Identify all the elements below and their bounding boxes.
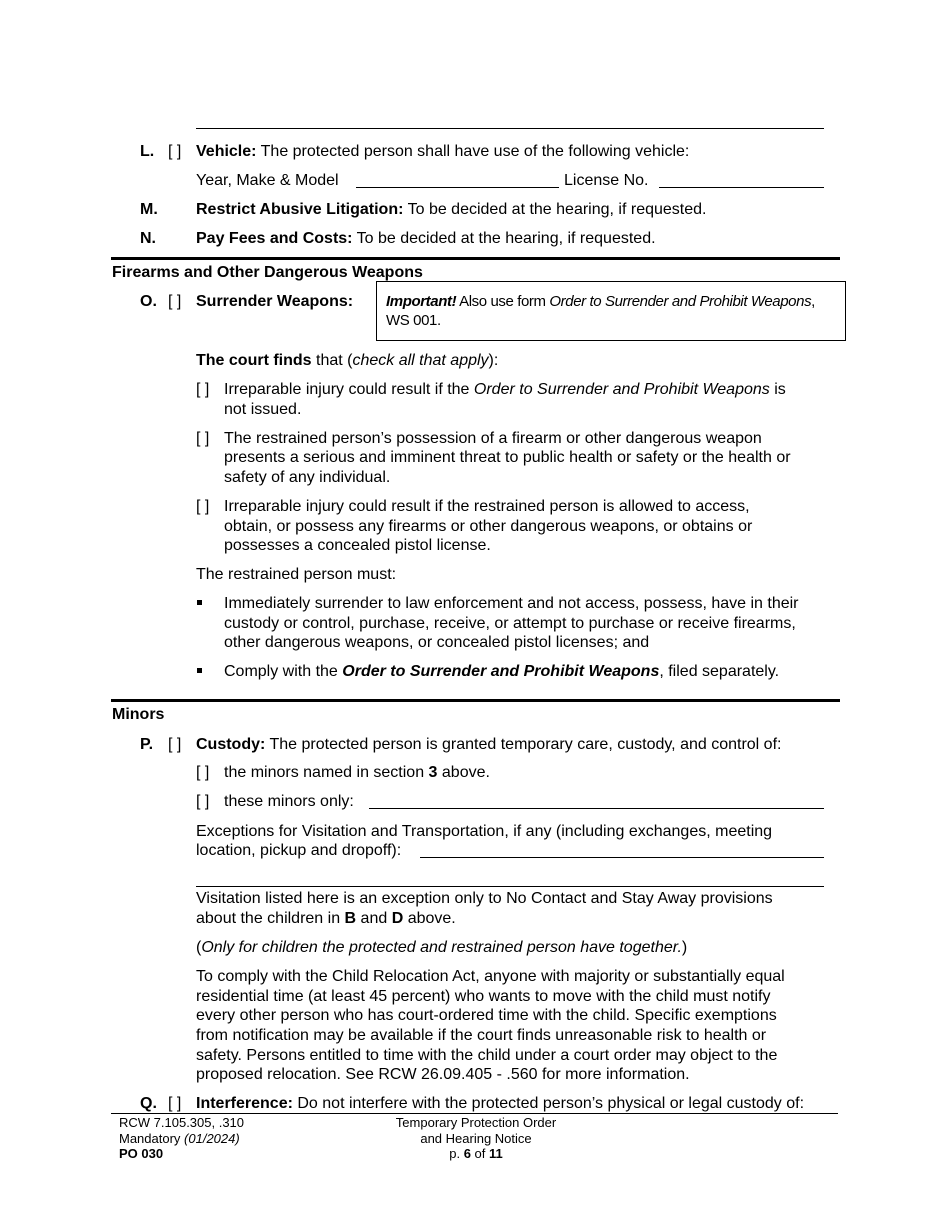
footer-rcw: RCW 7.105.305, .310	[119, 1115, 245, 1130]
finding-2-line1: The restrained person’s possession of a firearm or other dangerous weapon	[224, 430, 762, 447]
custody-opt2-checkbox[interactable]: [ ]	[196, 793, 210, 810]
visitation-pre: about the children in	[196, 910, 345, 927]
important-text: Also use form	[456, 293, 550, 310]
license-field[interactable]	[659, 187, 824, 188]
section-divider-firearms	[111, 257, 840, 260]
only-close: )	[681, 939, 688, 956]
item-o-title: Surrender Weapons:	[196, 293, 354, 310]
exceptions-field[interactable]	[420, 857, 824, 858]
court-finds	[196, 351, 498, 371]
item-q-checkbox[interactable]: [ ]	[168, 1095, 182, 1112]
bullet-2-form-name: Order to Surrender and Prohibit Weapons	[342, 663, 660, 680]
finding-1-line1	[224, 380, 786, 400]
custody-opt1-section: 3	[428, 764, 438, 781]
relocation-line4: from notification may be available if the court finds unreasonable risk to health or	[196, 1027, 767, 1044]
bullet-2-pre: Comply with the	[224, 663, 343, 680]
license-label: License No.	[564, 172, 649, 189]
item-p-checkbox[interactable]: [ ]	[168, 736, 182, 753]
item-l-letter: L.	[140, 143, 155, 160]
exceptions-line2: location, pickup and dropoff):	[196, 842, 402, 859]
court-finds-italic: check all that apply	[352, 352, 489, 369]
finding-1-line2: not issued.	[224, 401, 302, 418]
footer-page	[366, 1146, 586, 1162]
section-heading-firearms: Firearms and Other Dangerous Weapons	[112, 264, 423, 281]
visitation-line2	[196, 909, 456, 929]
court-finds-bold: The court finds	[196, 352, 312, 369]
custody-opt1-post: above.	[437, 764, 490, 781]
relocation-line5: safety. Persons entitled to time with the child under a court order may object to the	[196, 1047, 778, 1064]
important-notice-text	[386, 292, 834, 330]
bullet-1-marker	[197, 600, 202, 605]
item-m-title: Restrict Abusive Litigation:	[196, 201, 404, 218]
bullet-1-line1: Immediately surrender to law enforcement and not access, possess, have in their	[224, 595, 799, 612]
footer-divider	[111, 1113, 838, 1114]
footer-center	[366, 1115, 586, 1162]
bullet-2-marker	[197, 668, 202, 673]
important-form-name: Order to Surrender and Prohibit Weapons	[549, 293, 812, 310]
important-form-no: , WS 001.	[386, 293, 815, 329]
court-finds-end: ):	[488, 352, 499, 369]
only-children-note	[196, 938, 687, 958]
custody-opt1-pre: the minors named in section	[224, 764, 429, 781]
only-open: (	[196, 939, 202, 956]
item-m-body: To be decided at the hearing, if requested.	[403, 201, 707, 218]
finding-2-line3: safety of any individual.	[224, 469, 391, 486]
footer-left	[119, 1115, 244, 1162]
relocation-line1: To comply with the Child Relocation Act, anyone with majority or substantially equal	[196, 968, 785, 985]
bullet-1-line3: other dangerous weapons, or concealed pistol licenses; and	[224, 634, 650, 651]
item-q-title: Interference:	[196, 1095, 293, 1112]
blank-line-top	[196, 128, 824, 129]
section-divider-minors	[111, 699, 840, 702]
restrained-must-label: The restrained person must:	[196, 566, 397, 583]
footer-page-pre: p.	[449, 1146, 464, 1161]
ymm-field[interactable]	[356, 187, 559, 188]
visitation-line1: Visitation listed here is an exception only to No Contact and Stay Away provisions	[196, 890, 773, 907]
item-m-text	[196, 200, 706, 220]
exceptions-field-line2[interactable]	[196, 886, 824, 887]
custody-opt2-text: these minors only:	[224, 793, 354, 810]
court-finds-rest: that (	[311, 352, 353, 369]
item-o-letter: O.	[140, 293, 157, 310]
finding-1-checkbox[interactable]: [ ]	[196, 381, 210, 398]
only-italic: Only for children the protected and restrained person have together.	[201, 939, 682, 956]
visitation-post: above.	[403, 910, 456, 927]
ymm-label: Year, Make & Model	[196, 172, 339, 189]
footer-title1: Temporary Protection Order	[395, 1115, 557, 1130]
item-l-title: Vehicle:	[196, 143, 257, 160]
item-q-text	[196, 1094, 804, 1114]
item-l-text	[196, 142, 689, 162]
footer-form-no: PO 030	[119, 1146, 164, 1161]
item-n-text	[196, 229, 656, 249]
item-p-body: The protected person is granted temporary care, custody, and control of:	[265, 736, 782, 753]
finding-2-line2: presents a serious and imminent threat to public health or safety or the health or	[224, 449, 791, 466]
finding-3-checkbox[interactable]: [ ]	[196, 498, 210, 515]
relocation-line6: proposed relocation. See RCW 26.09.405 - .560 for more information.	[196, 1066, 690, 1083]
item-l-checkbox[interactable]: [ ]	[168, 143, 182, 160]
finding-2-checkbox[interactable]: [ ]	[196, 430, 210, 447]
footer-mandatory-date: (01/2024)	[184, 1130, 240, 1146]
finding-1-italic: Order to Surrender and Prohibit Weapons	[473, 381, 770, 398]
bullet-2-post: , filed separately.	[659, 663, 780, 680]
item-q-body: Do not interfere with the protected person’s physical or legal custody of:	[292, 1095, 805, 1112]
footer-mandatory	[119, 1131, 244, 1147]
footer-title2: and Hearing Notice	[420, 1130, 532, 1146]
relocation-line3: every other person who has court-ordered time with the child. Specific exemptions	[196, 1007, 777, 1024]
item-p-title: Custody:	[196, 736, 266, 753]
custody-opt1-text	[224, 763, 490, 783]
finding-3-line3: possesses a concealed pistol license.	[224, 537, 491, 554]
footer-mandatory-label: Mandatory	[119, 1130, 185, 1146]
item-q-letter: Q.	[140, 1095, 157, 1112]
footer-page-num: 6	[463, 1146, 471, 1161]
important-label: Important!	[386, 293, 457, 310]
visitation-b: B	[344, 910, 357, 927]
footer-page-total: 11	[489, 1146, 503, 1161]
footer-page-of: of	[470, 1146, 490, 1161]
finding-3-line1: Irreparable injury could result if the restrained person is allowed to access,	[224, 498, 750, 515]
exceptions-line1: Exceptions for Visitation and Transportation, if any (including exchanges, meeting	[196, 823, 773, 840]
item-p-text	[196, 735, 781, 755]
item-l-body: The protected person shall have use of the following vehicle:	[256, 143, 690, 160]
relocation-line2: residential time (at least 45 percent) who wants to move with the child must notify	[196, 988, 771, 1005]
item-o-checkbox[interactable]: [ ]	[168, 293, 182, 310]
bullet-1-line2: custody or control, purchase, receive, or attempt to purchase or receive firearms,	[224, 615, 796, 632]
item-m-letter: M.	[140, 201, 158, 218]
finding-3-line2: obtain, or possess any firearms or other dangerous weapons, or obtains or	[224, 518, 753, 535]
finding-1-post: is	[769, 381, 786, 398]
section-heading-minors: Minors	[112, 706, 165, 723]
item-p-letter: P.	[140, 736, 154, 753]
item-n-letter: N.	[140, 230, 156, 247]
custody-opt1-checkbox[interactable]: [ ]	[196, 764, 210, 781]
bullet-2-text	[224, 662, 779, 682]
minors-names-field[interactable]	[369, 808, 824, 809]
finding-1-pre: Irreparable injury could result if the	[224, 381, 474, 398]
visitation-and: and	[356, 910, 392, 927]
item-n-title: Pay Fees and Costs:	[196, 230, 353, 247]
item-n-body: To be decided at the hearing, if requested.	[352, 230, 656, 247]
visitation-d: D	[391, 910, 404, 927]
